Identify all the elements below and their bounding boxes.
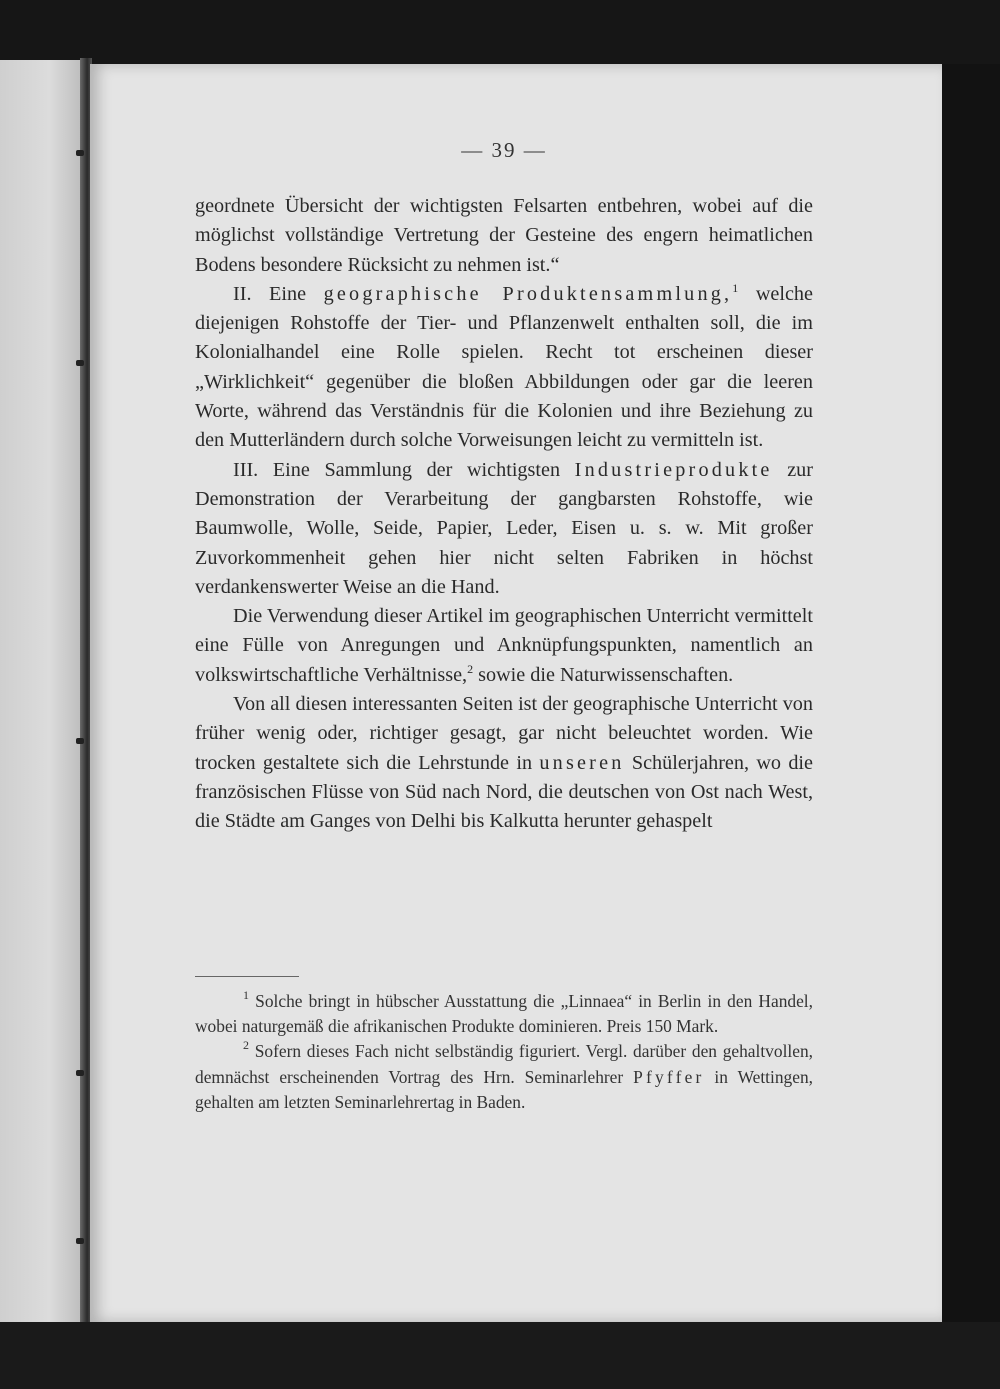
footnote-text: Sofern dieses Fach nicht selbständig figuriert. Vergl. darüber den gehaltvollen, demnächst erscheinenden Vortrag des Hrn. Seminarlehrer bbox=[195, 1041, 813, 1087]
footnote-1 bbox=[195, 989, 813, 1039]
footnote-ref-1: 1 bbox=[732, 280, 739, 295]
list-numeral: II. Eine bbox=[233, 282, 324, 305]
footnotes bbox=[195, 989, 813, 1115]
body-text bbox=[195, 192, 813, 837]
paragraph-item-3 bbox=[195, 456, 813, 602]
emphasized-term: Industrieprodukte bbox=[574, 458, 773, 481]
footnote-text: Solche bringt in hübscher Ausstattung die „Linnaea“ in Berlin in den Handel, wobei naturgemäß die afrikanischen Produkte dominieren. Preis 150 Mark. bbox=[195, 991, 813, 1037]
scan-background-right bbox=[942, 64, 1000, 1322]
footnote-2 bbox=[195, 1039, 813, 1115]
footnote-marker: 1 bbox=[243, 988, 249, 1002]
footnote-marker: 2 bbox=[243, 1038, 249, 1053]
binding-mark bbox=[76, 150, 84, 156]
emphasized-term: unseren bbox=[539, 751, 625, 774]
footnote-separator bbox=[195, 976, 299, 977]
paragraph-text: Schülerjahren, wo die französischen Flüsse von Süd nach Nord, die deutschen von Ost nach West, die Städte am Ganges von Delhi bis Kalkutta herunter gehaspelt bbox=[195, 751, 813, 833]
binding-mark bbox=[76, 1070, 84, 1076]
paragraph bbox=[195, 690, 813, 836]
page-number: — 39 — bbox=[461, 138, 547, 162]
paragraph-text: zur Demonstration der Verarbeitung der gangbarsten Rohstoffe, wie Baumwolle, Wolle, Seide, Papier, Leder, Eisen u. s. w. Mit großer Zuvorkommenheit gehen hier nicht selten Fabriken in höchst verdankenswerter Weise an die Hand. bbox=[195, 458, 813, 598]
paragraph-item-2 bbox=[195, 280, 813, 456]
paragraph-text: welche diejenigen Rohstoffe der Tier- und Pflanzenwelt enthalten soll, die im Kolonialhandel eine Rolle spielen. Recht tot erscheinen dieser „Wirklichkeit“ gegenüber die bloßen Abbildungen oder gar die leeren Worte, während das Verständnis für die Kolonien und ihre Beziehung zu den Mutterländern durch solche Vorweisungen leicht zu vermitteln ist. bbox=[195, 282, 813, 452]
binding-mark bbox=[76, 360, 84, 366]
binding-mark bbox=[76, 738, 84, 744]
list-numeral: III. Eine Sammlung der wichtigsten bbox=[233, 458, 575, 481]
paragraph-text: geordnete Übersicht der wichtigsten Felsarten entbehren, wobei auf die möglichst vollständige Vertretung der Gesteine des engern heimatlichen Bodens besondere Rücksicht zu nehmen ist.“ bbox=[195, 195, 813, 276]
paragraph-text: Von all diesen interessanten Seiten ist der geographische Unterricht von früher wenig oder, richtiger gesagt, gar nicht beleuchtet worden. Wie trocken gestaltete sich die Lehrstunde in bbox=[195, 693, 813, 774]
emphasized-term: geographische Produktensammlung, bbox=[323, 282, 733, 305]
emphasized-name: Pfyffer bbox=[633, 1066, 705, 1087]
footnote-text: in Wettingen, gehalten am letzten Seminarlehrertag in Baden. bbox=[195, 1066, 813, 1112]
left-page-edge bbox=[0, 60, 82, 1322]
paragraph-text: Die Verwendung dieser Artikel im geographischen Unterricht vermittelt eine Fülle von Anregungen und Anknüpfungspunkten, namentlich an volkswirtschaftliche Verhältnisse, bbox=[195, 605, 813, 686]
paragraph-continued bbox=[195, 192, 813, 280]
footnote-ref-2: 2 bbox=[467, 661, 474, 676]
scan-background-bottom bbox=[0, 1322, 1000, 1389]
binding-mark bbox=[76, 1238, 84, 1244]
paragraph bbox=[195, 602, 813, 690]
paragraph-text: sowie die Naturwissenschaften. bbox=[473, 663, 734, 686]
